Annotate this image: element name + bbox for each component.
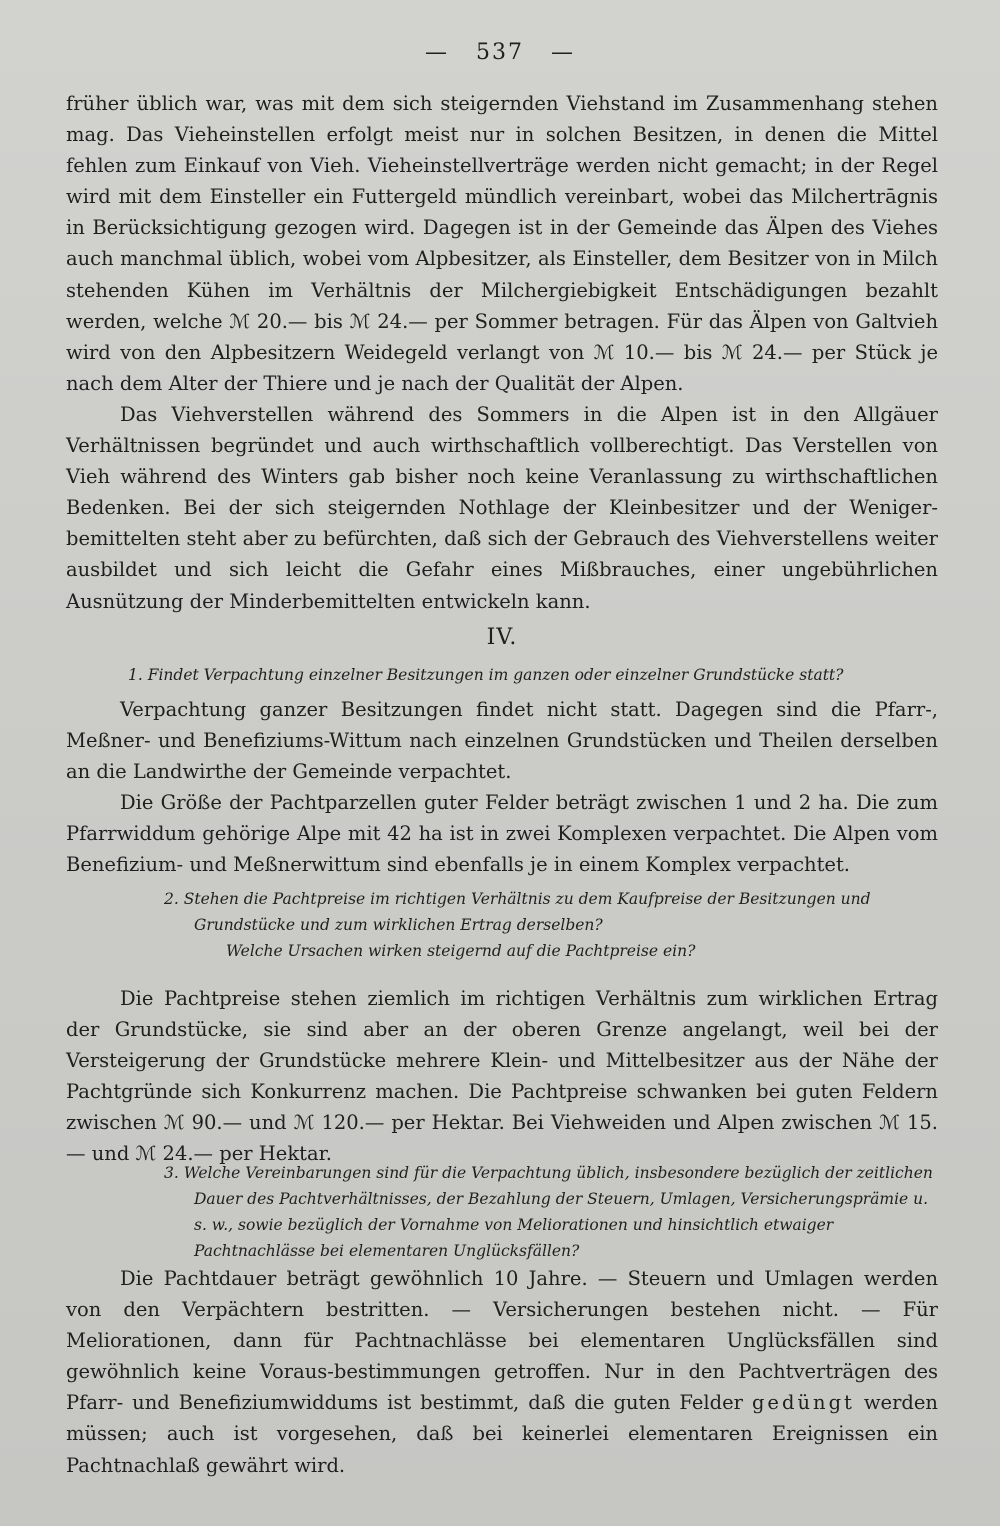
page-number-value: 537 [476,40,524,65]
page-number-dash-left: — [425,40,449,65]
answer-3-before: Die Pachtdauer beträgt gewöhnlich 10 Jahre. — Steuern und Umlagen werden von den Verpächtern bestritten. — Versicherungen bestehen nicht. — Für Meliorationen, dann für Pachtnachlässe bei elementaren Unglücksfällen sind gewöhnlich keine Voraus-bestimmungen getroffen. Nur in den Pachtverträgen des Pfarr- und Benefiziumwiddums ist bestimmt, daß die guten Felder [66,1267,938,1415]
answer-2-block [66,983,938,1170]
question-1: 1. Findet Verpachtung einzelner Besitzungen im ganzen oder einzelner Grundstücke statt? [128,666,844,684]
answer-1-block [66,694,938,881]
section-iv [66,625,938,650]
answer-1-paragraph-2: Die Größe der Pachtparzellen guter Felder beträgt zwischen 1 und 2 ha. Die zum Pfarrwiddum gehörige Alpe mit 42 ha ist in zwei Komplexen verpachtet. Die Alpen vom Benefizium- und Meßnerwittum sind ebenfalls je in einem Komplex verpachtet. [66,791,938,877]
question-2-block [66,886,938,964]
answer-2: Die Pachtpreise stehen ziemlich im richtigen Verhältnis zum wirklichen Ertrag der Grundstücke, sie sind aber an der oberen Grenze angelangt, weil bei der Versteigerung der Grundstücke mehrere Klein- und Mittelbesitzer aus der Nähe der Pachtgründe sich Konkurrenz machen. Die Pachtpreise schwanken bei guten Feldern zwischen ℳ 90.— und ℳ 120.— per Hektar. Bei Viehweiden und Alpen zwischen ℳ 15.— und ℳ 24.— per Hektar. [66,987,938,1166]
question-2-sub: Welche Ursachen wirken steigernd auf die Pachtpreise ein? [226,942,696,960]
paragraph-continued [66,88,938,399]
question-1-block [66,662,938,688]
question-3-block [66,1160,938,1264]
page-number [0,40,1000,65]
answer-3-after: werden müssen; auch ist vorgesehen, daß bei keinerlei elementaren Ereignissen ein Pachtnachlaß gewährt wird. [66,1391,938,1477]
paragraph-viehverstellen: Das Viehverstellen während des Sommers in die Alpen ist in den Allgäuer Verhältnissen begründet und auch wirthschaftlich vollberechtigt. Das Verstellen von Vieh während des Winters gab bisher noch keine Veranlassung zu wirthschaftlichen Bedenken. Bei der sich steigernden Nothlage der Kleinbesitzer und der Weniger-bemittelten steht aber zu befürchten, daß sich der Gebrauch des Viehverstellens weiter ausbildet und sich leicht die Gefahr eines Mißbrauches, einer ungebührlichen Ausnützung der Minderbemittelten entwickeln kann. [66,403,938,613]
question-3: 3. Welche Vereinbarungen sind für die Verpachtung üblich, insbesondere bezüglich der zeitlichen Dauer des Pachtverhältnisses, der Bezahlung der Steuern, Umlagen, Versicherungsprämie u. s. w., sowie bezüglich der Vornahme von Meliorationen und hinsichtlich etwaiger Pachtnachlässe bei elementaren Unglücksfällen? [164,1164,933,1260]
paragraph-alpen-einstellen: früher üblich war, was mit dem sich steigernden Viehstand im Zusammenhang stehen mag. Das Vieheinstellen erfolgt meist nur in solchen Besitzen, in denen die Mittel fehlen zum Einkauf von Vieh. Vieheinstellverträge werden nicht gemacht; in der Regel wird mit dem Einsteller ein Futtergeld mündlich vereinbart, wobei das Milchertrāgnis in Berücksichtigung gezogen wird. Dagegen ist in der Gemeinde das Älpen des Viehes auch manchmal üblich, wobei vom Alpbesitzer, als Einsteller, dem Besitzer von in Milch stehenden Kühen im Verhältnis der Milchergiebigkeit Entschädigungen bezahlt werden, welche ℳ 20.— bis ℳ 24.— per Sommer betragen. Für das Älpen von Galtvieh wird von den Alpbesitzern Weidegeld verlangt von ℳ 10.— bis ℳ 24.— per Stück je nach dem Alter der Thiere und je nach der Qualität der Alpen. [66,92,938,395]
section-title: IV. [486,625,518,650]
question-2: 2. Stehen die Pachtpreise im richtigen Verhältnis zu dem Kaufpreise der Besitzungen und Grundstücke und zum wirklichen Ertrag derselben? [164,890,871,934]
answer-3 [66,1263,938,1481]
answer-3-block [66,1263,938,1481]
paragraph-viehverstellen-block [66,399,938,617]
answer-1-paragraph-1: Verpachtung ganzer Besitzungen findet nicht statt. Dagegen sind die Pfarr-, Meßner- und Benefiziums-Wittum nach einzelnen Grundstücken und Theilen derselben an die Landwirthe der Gemeinde verpachtet. [66,698,938,784]
page-number-dash-right: — [551,40,575,65]
answer-3-spaced-word: gedüngt [751,1391,855,1415]
